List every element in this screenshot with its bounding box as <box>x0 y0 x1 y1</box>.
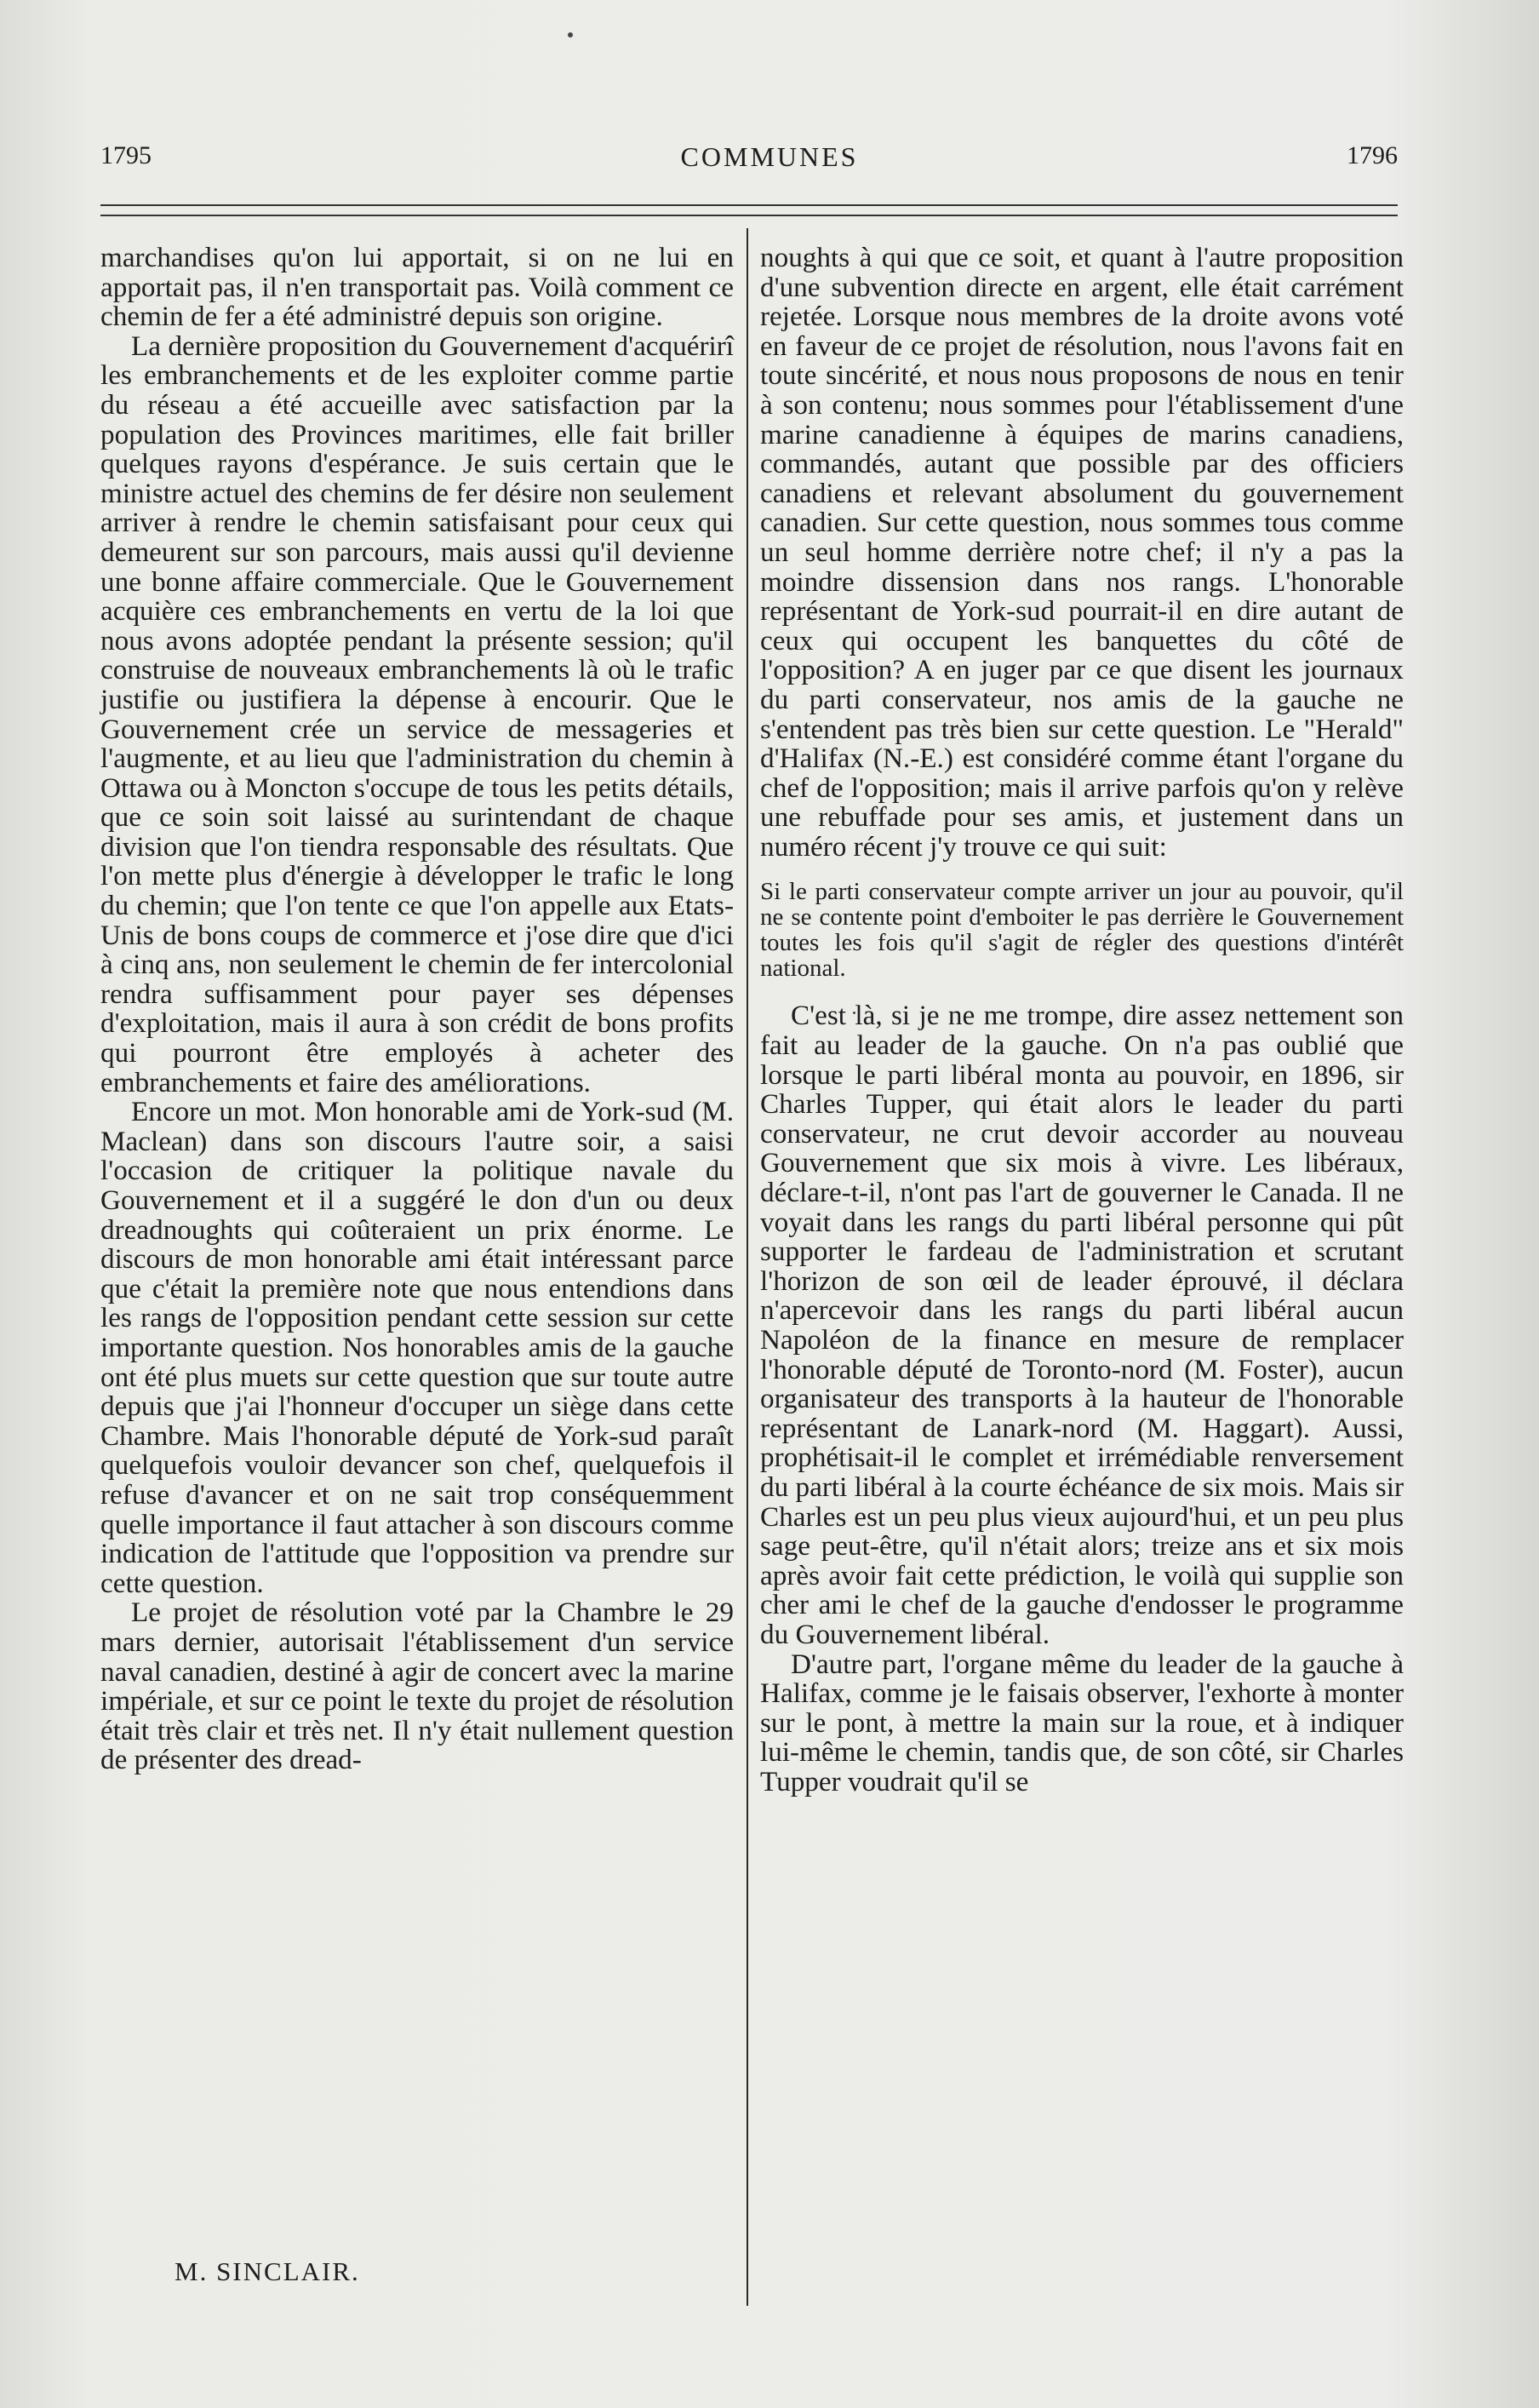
column-divider <box>747 228 748 2306</box>
page-number-right: 1796 <box>1347 141 1398 169</box>
running-title: COMMUNES <box>680 141 859 172</box>
scan-speck <box>568 32 573 37</box>
paragraph: C'est là, si je ne me trompe, dire assez nettement son fait au leader de la gauche. On n'a pas oublié que lorsque le parti libéral monta au pouvoir, en 1896, sir Charles Tupper, qui était alors le leader du parti conservateur, ne crut devoir accorder au nouveau Gouvernement que six mois à vivre. Les libéraux, déclare-t-il, n'ont pas l'art de gouverner le Canada. Il ne voyait dans les rangs du parti libéral personne qui pût supporter le fardeau de l'administration et scrutant l'horizon de son œil de leader éprouvé, il déclara n'apercevoir dans les rangs du parti libéral aucun Napoléon de la finance en mesure de remplacer l'honorable député de Toronto-nord (M. Foster), aucun organisateur des transports à la hauteur de l'honorable représentant de Lanark-nord (M. Haggart). Aussi, prophétisait-il le complet et irrémédiable renversement du parti libéral à la courte échéance de six mois. Mais sir Charles est un peu plus vieux aujourd'hui, et un peu plus sage peut-être, qu'il n'était alors; treize ans et six mois après avoir fait cette prédiction, le voilà qui supplie son cher ami le chef de la gauche d'endosser le programme du Gouvernement libéral. <box>760 1000 1404 1650</box>
left-column <box>100 244 734 1775</box>
page-number-left: 1795 <box>100 141 152 169</box>
block-quote: Si le parti conservateur compte arriver un jour au pouvoir, qu'il ne se contente point d'emboiter le pas derrière le Gouvernement toutes les fois qu'il s'agit de régler des questions d'intérêt national. <box>760 878 1404 983</box>
paragraph: marchandises qu'on lui apportait, si on ne lui en apportait pas, il n'en transportait pas. Voilà comment ce chemin de fer a été administré depuis son origine. <box>100 242 734 333</box>
header-rule-bottom <box>100 215 1398 216</box>
paragraph: Encore un mot. Mon honorable ami de York-sud (M. Maclean) dans son discours l'autre soir, a saisi l'occasion de critiquer la politique navale du Gouvernement et il a suggéré le don d'un ou deux dreadnoughts qui coûteraient un prix énorme. Le discours de mon honorable ami était intéressant parce que c'était la première note que nous entendions dans les rangs de l'opposition pendant cette session sur cette importante question. Nos honorables amis de la gauche ont été plus muets sur cette question que sur toute autre depuis que j'ai l'honneur d'occuper un siège dans cette Chambre. Mais l'honorable député de York-sud paraît quelquefois vouloir devancer son chef, quelquefois il refuse d'avancer et on ne sait trop conséquemment quelle importance il faut attacher à son discours comme indication de l'attitude que l'opposition va prendre sur cette question. <box>100 1096 734 1599</box>
right-column <box>760 244 1404 1797</box>
paragraph: D'autre part, l'organe même du leader de la gauche à Halifax, comme je le faisais observer, l'exhorte à monter sur le pont, à mettre la main sur la roue, et à indiquer lui-même le chemin, tandis que, de son côté, sir Charles Tupper voudrait qu'il se <box>760 1648 1404 1797</box>
page-header <box>0 141 1539 184</box>
header-rule-top <box>100 204 1398 206</box>
paragraph: La dernière proposition du Gouvernement d'acquérirî les embranchements et de les exploiter comme partie du réseau a été accueille avec satisfaction par la population des Provinces maritimes, elle fait briller quelques rayons d'espérance. Je suis certain que le ministre actuel des chemins de fer désire non seulement arriver à rendre le chemin satisfaisant pour ceux qui demeurent sur son parcours, mais aussi qu'il devienne une bonne affaire commerciale. Que le Gouvernement acquière ces embranchements en vertu de la loi que nous avons adoptée pendant la présente session; qu'il construise de nouveaux embranchements là où le trafic justifie ou justifiera la dépense à encourir. Que le Gouvernement crée un service de messageries et l'augmente, et au lieu que l'administration du chemin à Ottawa ou à Moncton s'occupe de tous les petits détails, que ce soin soit laissé au surintendant de chaque division que l'on tiendra responsable des résultats. Que l'on mette plus d'énergie à développer le trafic le long du chemin; que l'on tente ce que l'on appelle aux Etats-Unis de bons coups de commerce et j'ose dire que d'ici à cinq ans, non seulement le chemin de fer intercolonial rendra suffisamment pour payer ses dépenses d'exploitation, mais il aura à son crédit de bons profits qui pourront être employés à acheter des embranchements et faire des améliorations. <box>100 330 734 1098</box>
paragraph: Le projet de résolution voté par la Chambre le 29 mars dernier, autorisait l'établissement d'un service naval canadien, destiné à agir de concert avec la marine impériale, et sur ce point le texte du projet de résolution était très clair et très net. Il n'y était nullement question de présenter des dread- <box>100 1597 734 1776</box>
speaker-footer: M. SINCLAIR. <box>174 2256 360 2286</box>
paragraph: noughts à qui que ce soit, et quant à l'autre proposition d'une subvention directe en argent, elle était carrément rejetée. Lorsque nous membres de la droite avons voté en faveur de ce projet de résolution, nous l'avons fait en toute sincérité, et nous nous proposons de nous en tenir à son contenu; nous sommes pour l'établissement d'une marine canadienne à équipes de marins canadiens, commandés, autant que possible par des officiers canadiens et relevant absolument du gouvernement canadien. Sur cette question, nous sommes tous comme un seul homme derrière notre chef; il n'y a pas la moindre dissension dans nos rangs. L'honorable représentant de York-sud pourrait-il en dire autant de ceux qui occupent les banquettes du côté de l'opposition? A en juger par ce que disent les journaux du parti conservateur, nos amis de la gauche ne s'entendent pas très bien sur cette question. Le "Herald" d'Halifax (N.-E.) est considéré comme étant l'organe du chef de l'opposition; mais il arrive parfois qu'on y relève une rebuffade pour ses amis, et justement dans un numéro récent j'y trouve ce qui suit: <box>760 242 1404 863</box>
